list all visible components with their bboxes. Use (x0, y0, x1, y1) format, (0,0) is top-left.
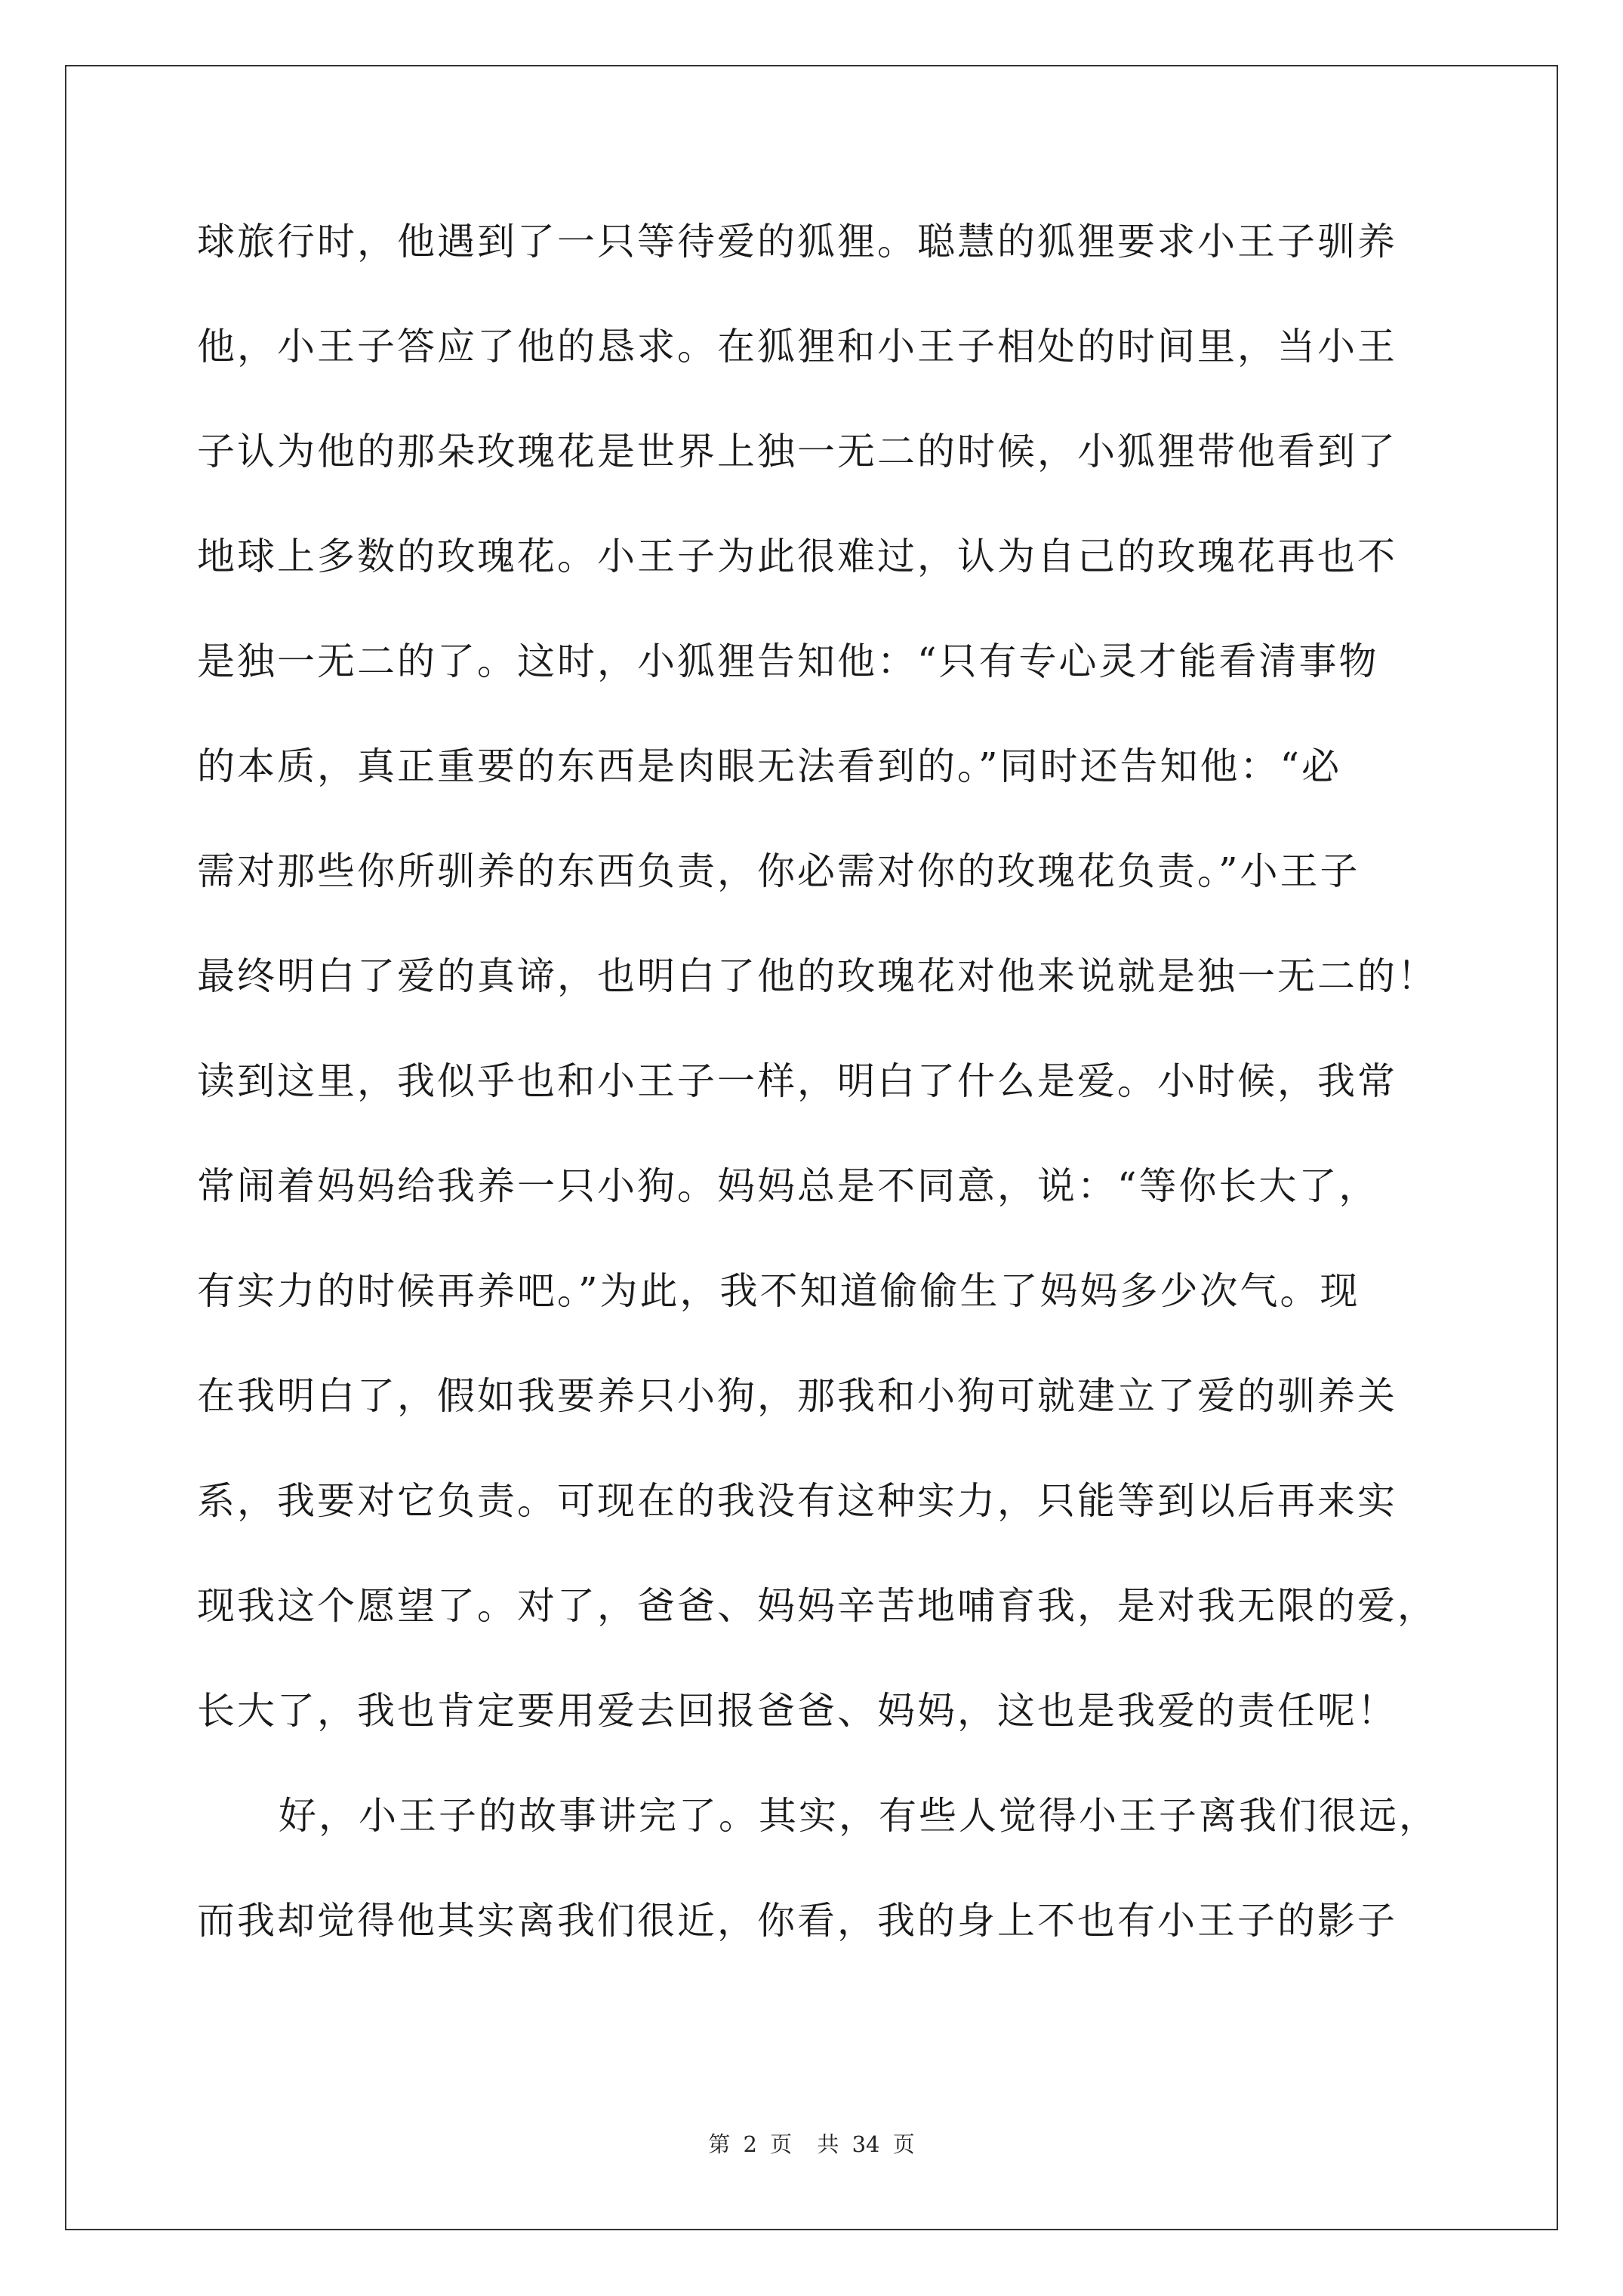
page-number: 第 2 页 (708, 2131, 793, 2157)
text-line: 在我明白了，假如我要养只小狗，那我和小狗可就建立了爱的驯养关 (197, 1374, 1397, 1418)
text-line: 现我这个愿望了。对了，爸爸、妈妈辛苦地哺育我，是对我无限的爱， (197, 1584, 1437, 1628)
document-body (197, 211, 1439, 1996)
text-line: 长大了，我也肯定要用爱去回报爸爸、妈妈，这也是我爱的责任呢！ (197, 1689, 1397, 1733)
text-line: 是独一无二的了。这时，小狐狸告知他：“只有专心灵才能看清事物 (197, 639, 1379, 683)
page-footer (0, 2128, 1623, 2159)
paragraph-start-line: 好，小王子的故事讲完了。其实，有些人觉得小王子离我们很远， (279, 1794, 1439, 1838)
text-line: 系，我要对它负责。可现在的我没有这种实力，只能等到以后再来实 (197, 1479, 1397, 1523)
text-line: 读到这里，我似乎也和小王子一样，明白了什么是爱。小时候，我常 (197, 1059, 1397, 1103)
text-line: 常闹着妈妈给我养一只小狗。妈妈总是不同意，说：“等你长大了， (197, 1164, 1379, 1208)
text-line: 他，小王子答应了他的恳求。在狐狸和小王子相处的时间里，当小王 (197, 325, 1397, 368)
text-line: 子认为他的那朵玫瑰花是世界上独一无二的时候，小狐狸带他看到了 (197, 430, 1397, 473)
text-line: 而我却觉得他其实离我们很近，你看，我的身上不也有小王子的影子 (197, 1899, 1397, 1943)
text-line: 有实力的时候再养吧。”为此，我不知道偷偷生了妈妈多少次气。现 (197, 1269, 1360, 1313)
text-line: 地球上多数的玫瑰花。小王子为此很难过，认为自己的玫瑰花再也不 (197, 535, 1397, 578)
text-line: 需对那些你所驯养的东西负责，你必需对你的玫瑰花负责。”小王子 (197, 849, 1360, 893)
page-total: 共 34 页 (817, 2131, 915, 2157)
text-line: 最终明白了爱的真谛，也明白了他的玫瑰花对他来说就是独一无二的！ (197, 954, 1437, 998)
text-line: 球旅行时，他遇到了一只等待爱的狐狸。聪慧的狐狸要求小王子驯养 (197, 220, 1397, 264)
text-line: 的本质，真正重要的东西是肉眼无法看到的。”同时还告知他：“必 (197, 744, 1342, 788)
